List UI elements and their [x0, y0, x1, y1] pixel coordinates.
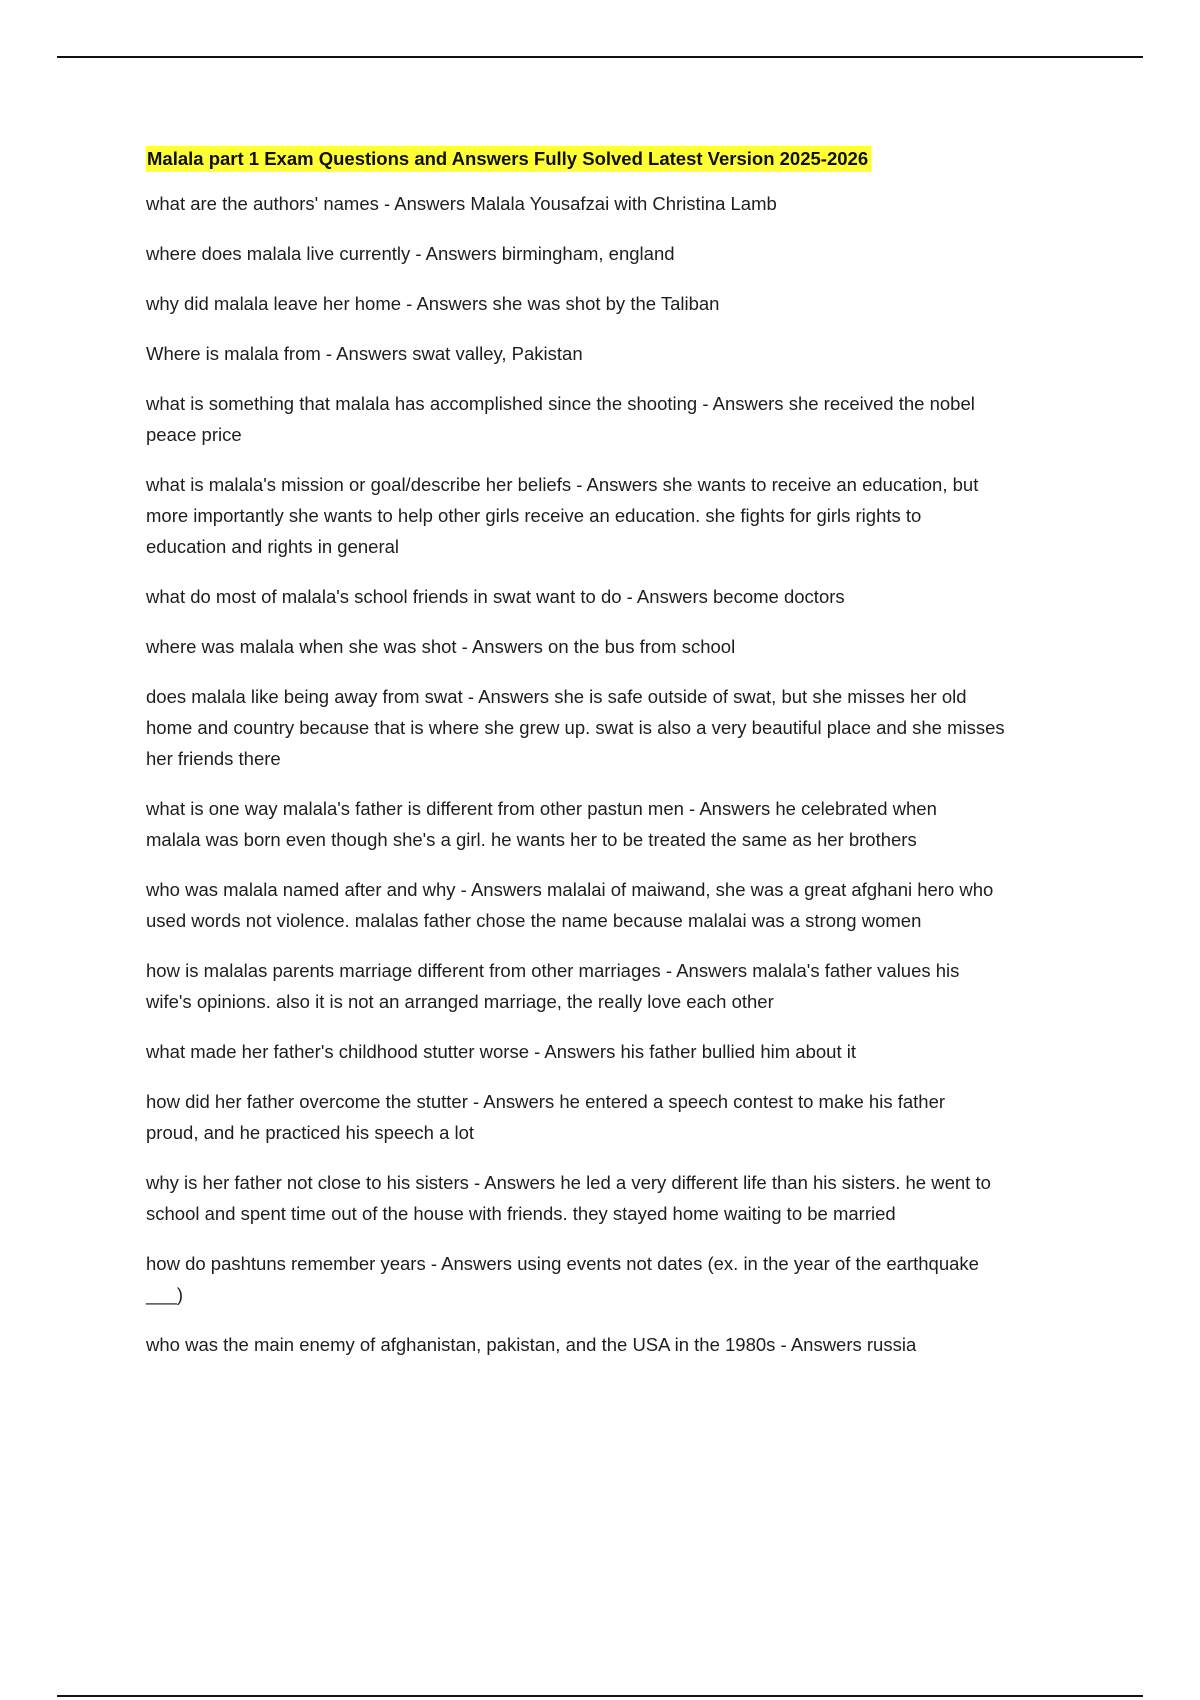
bottom-rule — [57, 1695, 1143, 1697]
qa-item: does malala like being away from swat - Answers she is safe outside of swat, but she misses her old home and country because that is where she grew up. swat is also a very beautiful place and she misses her friends there — [146, 686, 1005, 769]
qa-item: what is something that malala has accomplished since the shooting - Answers she received the nobel peace price — [146, 393, 975, 445]
qa-list — [146, 188, 1086, 1360]
qa-item: what made her father's childhood stutter worse - Answers his father bullied him about it — [146, 1041, 856, 1062]
document-title: Malala part 1 Exam Questions and Answers Fully Solved Latest Version 2025-2026 — [146, 146, 871, 172]
qa-item: what is one way malala's father is different from other pastun men - Answers he celebrated when malala was born even though she's a girl. he wants her to be treated the same as her brothers — [146, 798, 937, 850]
qa-item: Where is malala from - Answers swat valley, Pakistan — [146, 343, 583, 364]
document-body — [146, 146, 1086, 1379]
top-rule — [57, 56, 1143, 58]
qa-item: what do most of malala's school friends in swat want to do - Answers become doctors — [146, 586, 845, 607]
qa-item: how did her father overcome the stutter - Answers he entered a speech contest to make his father proud, and he practiced his speech a lot — [146, 1091, 946, 1143]
qa-item: what are the authors' names - Answers Malala Yousafzai with Christina Lamb — [146, 193, 777, 214]
qa-item: who was malala named after and why - Answers malalai of maiwand, she was a great afghani hero who used words not violence. malalas father chose the name because malalai was a strong women — [146, 879, 994, 931]
qa-item: how is malalas parents marriage different from other marriages - Answers malala's father values his wife's opinions. also it is not an arranged marriage, the really love each other — [146, 960, 960, 1012]
qa-item: who was the main enemy of afghanistan, pakistan, and the USA in the 1980s - Answers russia — [146, 1334, 917, 1355]
qa-item: where was malala when she was shot - Answers on the bus from school — [146, 636, 736, 657]
qa-item: what is malala's mission or goal/describe her beliefs - Answers she wants to receive an education, but more importantly she wants to help other girls receive an education. she fights for girls rights to education and rights in general — [146, 474, 979, 557]
qa-item: where does malala live currently - Answers birmingham, england — [146, 243, 675, 264]
qa-item: why is her father not close to his sisters - Answers he led a very different life than his sisters. he went to school and spent time out of the house with friends. they stayed home waiting to be married — [146, 1172, 991, 1224]
qa-item: why did malala leave her home - Answers she was shot by the Taliban — [146, 293, 720, 314]
qa-item: how do pashtuns remember years - Answers using events not dates (ex. in the year of the earthquake ___) — [146, 1253, 979, 1305]
